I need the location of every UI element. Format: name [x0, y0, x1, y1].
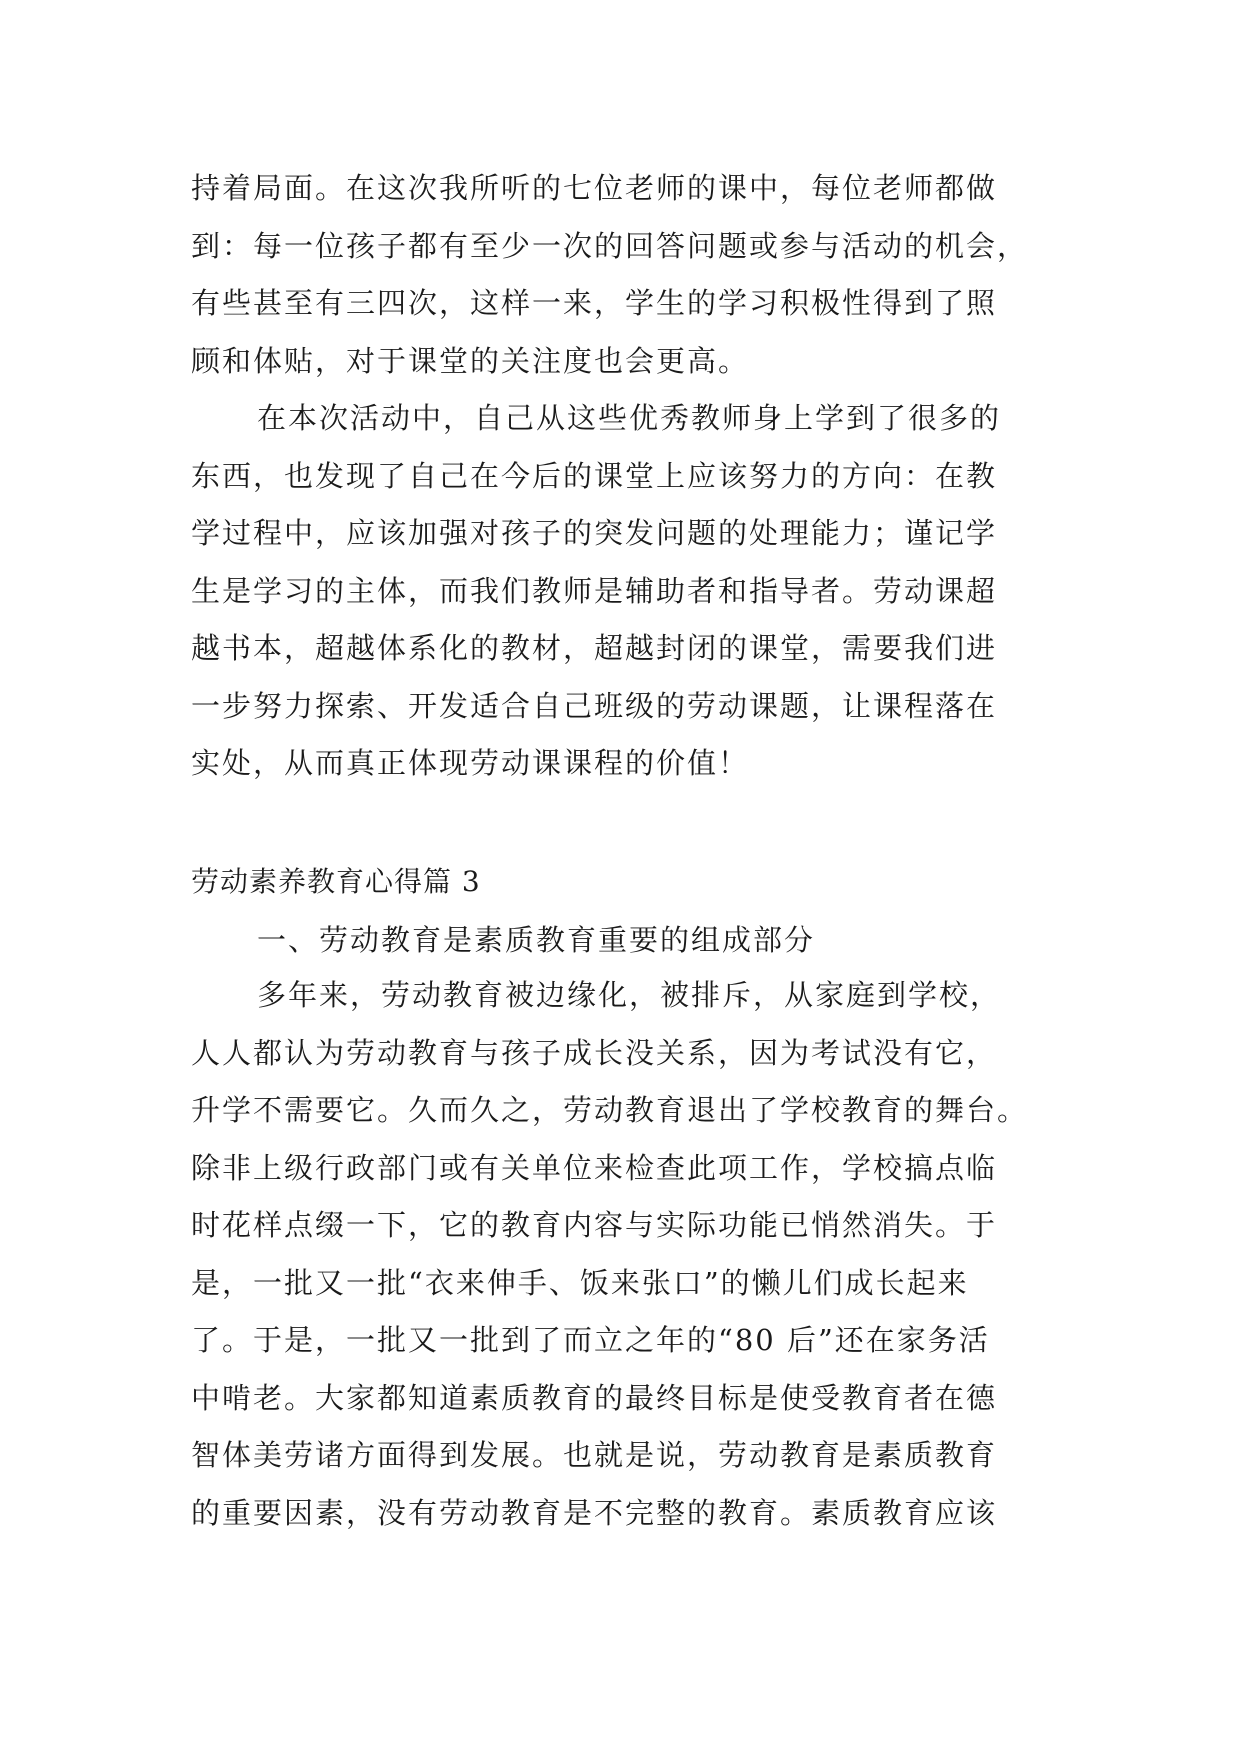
subsection-heading: 一、劳动教育是素质教育重要的组成部分	[257, 923, 816, 957]
paragraph-reflection	[191, 390, 1071, 793]
text-line: 学过程中，应该加强对孩子的突发问题的处理能力；谨记学	[191, 516, 998, 550]
text-line: 了。于是，一批又一批到了而立之年的“80 后”还在家务活	[191, 1323, 990, 1357]
text-line: 的重要因素，没有劳动教育是不完整的教育。素质教育应该	[191, 1495, 998, 1530]
text-line: 是，一批又一批“衣来伸手、饭来张口”的懒儿们成长起来	[191, 1265, 969, 1300]
section-heading: 劳动素养教育心得篇 3	[191, 865, 481, 898]
text-line: 在本次活动中，自己从这些优秀教师身上学到了很多的	[257, 401, 1002, 435]
text-line: 一步努力探索、开发适合自己班级的劳动课题，让课程落在	[191, 688, 998, 723]
paragraph-labor-education	[191, 967, 1071, 1542]
text-line: 除非上级行政部门或有关单位来检查此项工作，学校搞点临	[191, 1150, 998, 1185]
text-line: 顾和体贴，对于课堂的关注度也会更高。	[191, 343, 750, 378]
text-line: 有些甚至有三四次，这样一来，学生的学习积极性得到了照	[191, 286, 998, 320]
text-line: 时花样点缀一下，它的教育内容与实际功能已悄然消失。于	[191, 1208, 998, 1242]
text-line: 东西，也发现了自己在今后的课堂上应该努力的方向：在教	[191, 458, 998, 493]
paragraph-continued	[191, 160, 1071, 390]
text-line: 到：每一位孩子都有至少一次的回答问题或参与活动的机会，	[191, 228, 1029, 263]
text-line: 实处，从而真正体现劳动课课程的价值！	[191, 746, 750, 780]
text-line: 生是学习的主体，而我们教师是辅助者和指导者。劳动课超	[191, 573, 998, 608]
text-line: 越书本，超越体系化的教材，超越封闭的课堂，需要我们进	[191, 631, 998, 665]
text-line: 智体美劳诸方面得到发展。也就是说，劳动教育是素质教育	[191, 1438, 998, 1472]
text-line: 持着局面。在这次我所听的七位老师的课中，每位老师都做	[191, 171, 998, 205]
text-line: 升学不需要它。久而久之，劳动教育退出了学校教育的舞台。	[191, 1093, 1029, 1127]
text-line: 人人都认为劳动教育与孩子成长没关系，因为考试没有它，	[191, 1035, 998, 1070]
text-line: 多年来，劳动教育被边缘化，被排斥，从家庭到学校，	[257, 978, 1002, 1012]
text-line: 中啃老。大家都知道素质教育的最终目标是使受教育者在德	[191, 1380, 998, 1415]
